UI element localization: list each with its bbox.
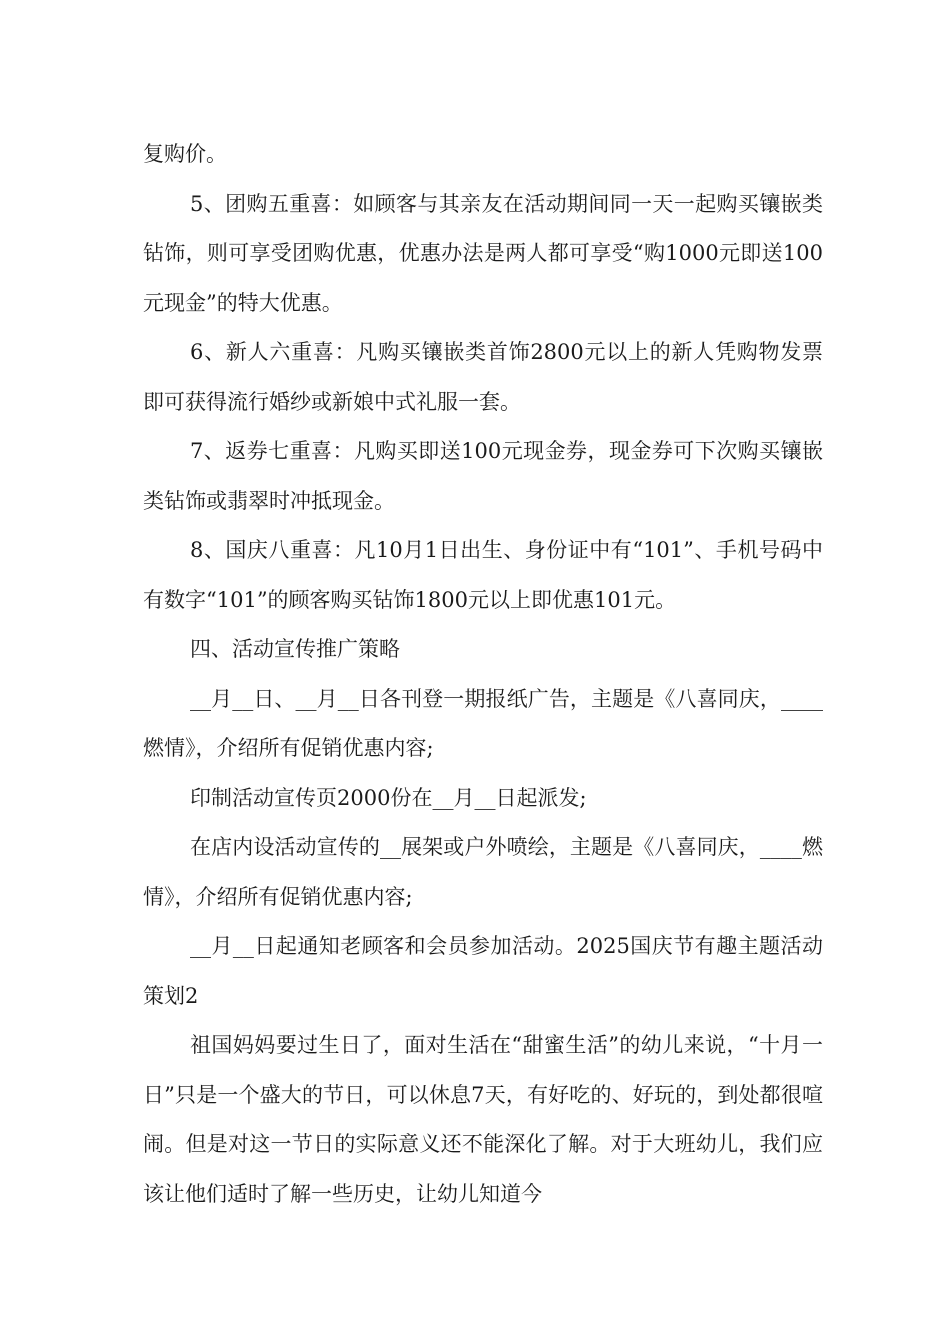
paragraph-5: 8、国庆八重喜：凡10月1日出生、身份证中有“101”、手机号码中有数字“101”的顾客购买钻饰1800元以上即优惠101元。 [143, 538, 823, 612]
paragraph-10: __月__日起通知老顾客和会员参加活动。2025国庆节有趣主题活动策划2 [143, 934, 823, 1008]
paragraph-1: 复购价。 [143, 142, 227, 166]
paragraph-3: 6、新人六重喜：凡购买镶嵌类首饰2800元以上的新人凭购物发票即可获得流行婚纱或新娘中式礼服一套。 [143, 340, 823, 414]
paragraph-7: __月__日、__月__日各刊登一期报纸广告，主题是《八喜同庆，____燃情》，介绍所有促销优惠内容; [143, 686, 823, 760]
document-body [143, 130, 823, 1219]
paragraph-11: 祖国妈妈要过生日了，面对生活在“甜蜜生活”的幼儿来说，“十月一日”只是一个盛大的节日，可以休息7天，有好吃的、好玩的，到处都很喧闹。但是对这一节日的实际意义还不能深化了解。对于大班幼儿，我们应该让他们适时了解一些历史，让幼儿知道今 [143, 1033, 823, 1206]
paragraph-4: 7、返券七重喜：凡购买即送100元现金券，现金券可下次购买镶嵌类钻饰或翡翠时冲抵现金。 [143, 439, 823, 513]
paragraph-2: 5、团购五重喜：如顾客与其亲友在活动期间同一天一起购买镶嵌类钻饰，则可享受团购优惠，优惠办法是两人都可享受“购1000元即送100元现金”的特大优惠。 [143, 191, 823, 315]
paragraph-8: 印制活动宣传页2000份在__月__日起派发; [190, 785, 587, 810]
section-heading: 四、活动宣传推广策略 [190, 637, 400, 661]
paragraph-9: 在店内设活动宣传的__展架或户外喷绘，主题是《八喜同庆，____燃情》，介绍所有促销优惠内容; [143, 835, 823, 909]
